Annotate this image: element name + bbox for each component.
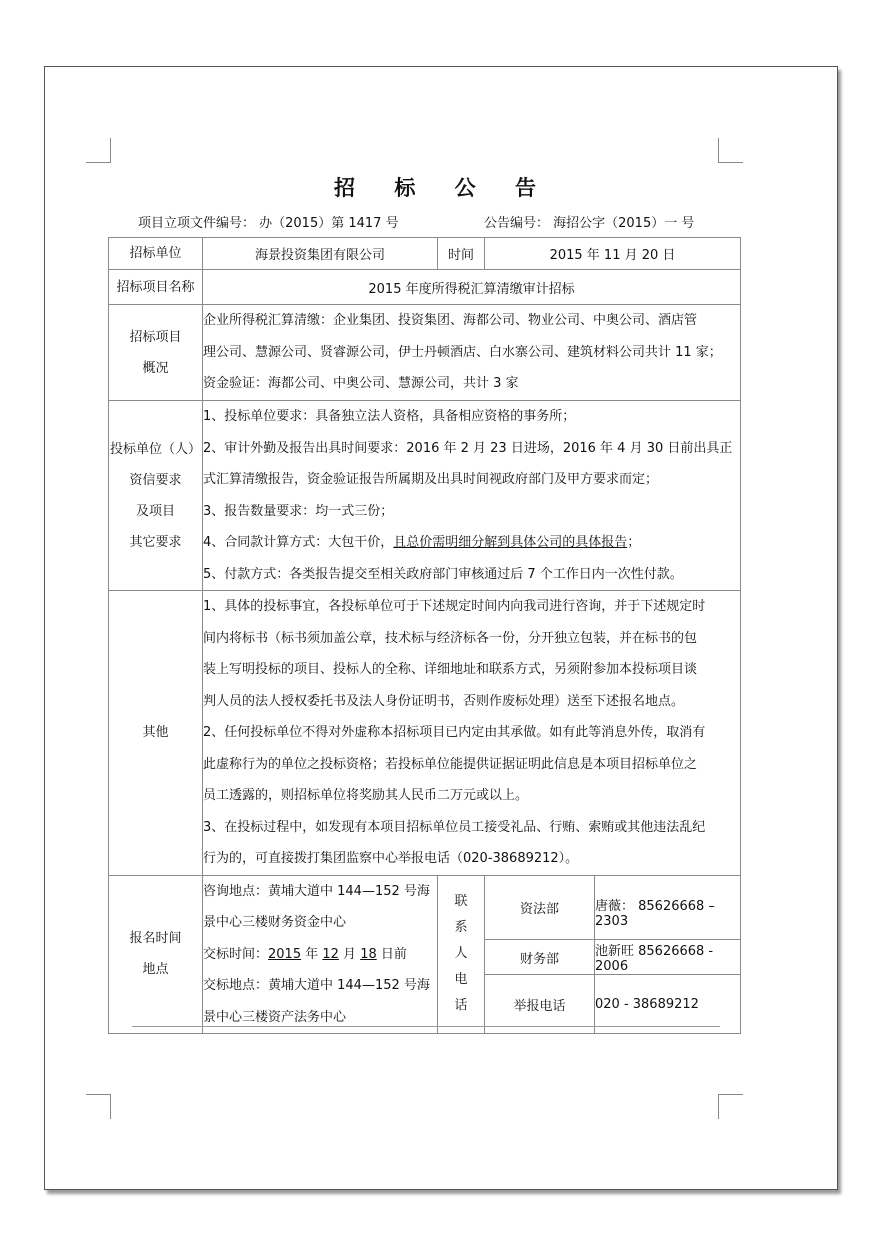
table-row [109, 270, 741, 305]
registration-label-line: 报名时间 [129, 931, 182, 947]
contact-label-char: 话 [454, 998, 468, 1014]
contact-phone: 020 - 38689212 [595, 975, 741, 1034]
registration-line: 景中心三楼资产法务中心 [203, 1009, 347, 1025]
contact-phone: 池新旺 85626668 - 2006 [595, 940, 741, 975]
overview-line: 理公司、慧源公司、贤睿源公司，伊士丹顿酒店、白水寨公司、建筑材料公司共计 11 家； [203, 344, 722, 360]
tender-table [108, 237, 741, 1034]
overview-label-line: 招标项目 [129, 329, 182, 345]
crop-mark-bottom-right [718, 1094, 743, 1119]
deadline-year: 2015 [268, 946, 302, 962]
requirement-line [203, 527, 740, 559]
registration-label [109, 875, 203, 1034]
table-row [109, 238, 741, 270]
other-line: 此虚称行为的单位之投标资格；若投标单位能提供证据证明此信息是本项目招标单位之 [203, 756, 698, 772]
other-line: 判人员的法人授权委托书及法人身份证明书，否则作废标处理）送至下述报名地点。 [203, 693, 685, 709]
registration-line: 咨询地点：黄埔大道中 144—152 号海 [203, 883, 430, 899]
overview-line: 资金验证：海都公司、中奥公司、慧源公司，共计 3 家 [203, 376, 519, 392]
deadline-line [203, 939, 437, 971]
document-title: 招 标 公 告 [334, 176, 552, 200]
registration-label-line: 地点 [142, 962, 169, 978]
other-line: 2、任何投标单位不得对外虚称本招标项目已内定由其承做。如有此等消息外传，取消有 [203, 725, 706, 740]
deadline-year-unit: 年 [301, 946, 323, 962]
table-row [109, 401, 741, 591]
notice-number: 公告编号： 海招公字（2015）一 号 [484, 216, 695, 231]
overview-label-line: 概况 [142, 360, 169, 376]
contract-price-underlined: 且总价需明细分解到具体公司的具体报告 [393, 535, 628, 550]
other-line: 间内将标书（标书须加盖公章，技术标与经济标各一份，分开独立包装，并在标书的包 [203, 630, 698, 646]
time-label: 时间 [438, 238, 485, 270]
requirement-line: 3、报告数量要求：均一式三份； [203, 503, 394, 519]
deadline-label: 交标时间： [203, 946, 269, 962]
table-row [109, 875, 741, 940]
overview-label [109, 305, 203, 401]
table-row [109, 305, 741, 401]
requirements-label-line: 及项目 [135, 503, 175, 519]
other-line: 1、具体的投标事宜，各投标单位可于下述规定时间内向我司进行咨询，并于下述规定时 [203, 599, 706, 614]
requirements-label [109, 401, 203, 591]
crop-mark-bottom-left [86, 1094, 111, 1119]
requirements-label-line: 资信要求 [129, 472, 182, 488]
contact-label-char: 电 [454, 972, 468, 988]
time-value: 2015 年 11 月 20 日 [485, 238, 741, 270]
other-line: 行为的，可直接拨打集团监察中心举报电话（020-38689212）。 [203, 851, 579, 866]
margin-line [132, 1026, 720, 1027]
project-name-label: 招标项目名称 [109, 270, 203, 305]
requirement-line: 2、审计外勤及报告出具时间要求：2016 年 2 月 23 日进场，2016 年 4 月 30 日前出具正 [203, 440, 733, 456]
contact-label-char: 联 [454, 894, 468, 910]
other-line: 员工透露的，则招标单位将奖励其人民币二万元或以上。 [203, 788, 529, 803]
contact-dept: 举报电话 [485, 975, 595, 1034]
requirement-line: 式汇算清缴报告，资金验证报告所属期及出具时间视政府部门及甲方要求而定； [203, 472, 659, 487]
contact-phone: 唐薇： 85626668 – 2303 [595, 875, 741, 940]
other-content [203, 591, 741, 876]
deadline-month-unit: 月 [338, 946, 361, 962]
registration-content [203, 875, 438, 1034]
registration-line: 交标地点：黄埔大道中 144—152 号海 [203, 978, 430, 993]
project-name-value: 2015 年度所得税汇算清缴审计招标 [203, 270, 741, 305]
deadline-day: 18 [360, 946, 377, 962]
requirements-content [203, 401, 741, 591]
registration-line: 景中心三楼财务资金中心 [203, 915, 347, 930]
deadline-month: 12 [322, 946, 339, 962]
crop-mark-top-right [718, 138, 743, 163]
overview-line: 企业所得税汇算清缴：企业集团、投资集团、海都公司、物业公司、中奥公司、酒店管 [203, 313, 698, 329]
requirements-label-line: 投标单位（人） [109, 441, 201, 457]
requirement-line: 5、付款方式：各类报告提交至相关政府部门审核通过后 7 个工作日内一次性付款。 [203, 566, 683, 582]
overview-content [203, 305, 741, 401]
contact-label [438, 875, 485, 1034]
other-label: 其他 [109, 591, 203, 876]
contact-label-char: 人 [454, 946, 468, 962]
crop-mark-top-left [86, 138, 111, 163]
contact-dept: 财务部 [485, 940, 595, 975]
unit-value: 海景投资集团有限公司 [203, 238, 438, 270]
contact-label-char: 系 [454, 920, 468, 936]
unit-label: 招标单位 [109, 238, 203, 270]
other-line: 3、在投标过程中，如发现有本项目招标单位员工接受礼品、行贿、索贿或其他违法乱纪 [203, 819, 706, 835]
project-file-number: 项目立项文件编号： 办（2015）第 1417 号 [138, 216, 399, 231]
contact-dept: 资法部 [485, 875, 595, 940]
deadline-day-unit: 日前 [376, 946, 407, 962]
contract-price-end: ； [627, 535, 641, 550]
requirements-label-line: 其它要求 [129, 534, 182, 550]
table-row [109, 591, 741, 876]
contract-price-text: 4、合同款计算方式：大包干价， [203, 535, 394, 550]
requirement-line: 1、投标单位要求：具备独立法人资格，具备相应资格的事务所； [203, 409, 576, 424]
other-line: 装上写明投标的项目、投标人的全称、详细地址和联系方式，另须附参加本投标项目谈 [203, 662, 698, 677]
